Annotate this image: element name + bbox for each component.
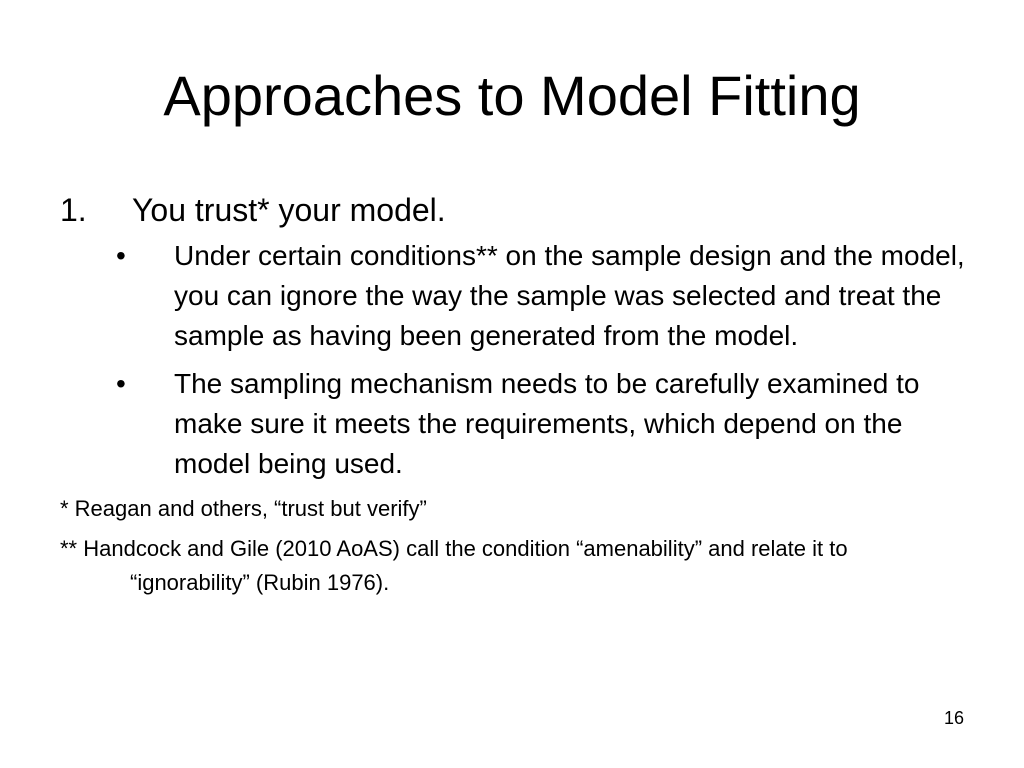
bullet-text: Under certain conditions** on the sample design and the model, you can ignore the way the sample was selected and treat the sample as having been generated from the model. (174, 240, 965, 351)
footnote-1: * Reagan and others, “trust but verify” (60, 496, 427, 521)
slide-body (60, 190, 970, 602)
bullet-item-2 (60, 364, 970, 484)
bullet-item-1 (60, 236, 970, 356)
bullet-text: The sampling mechanism needs to be carefully examined to make sure it meets the requirements, which depend on the model being used. (174, 368, 920, 479)
numbered-item-1 (60, 190, 970, 230)
slide-title: Approaches to Model Fitting (163, 64, 861, 127)
bullet-icon: • (116, 368, 126, 399)
footnote-2: ** Handcock and Gile (2010 AoAS) call the condition “amenability” and relate it to “ignorability” (Rubin 1976). (60, 536, 848, 595)
item-number: 1. (60, 192, 87, 228)
item-text: You trust* your model. (132, 192, 446, 228)
page-number: 16 (943, 708, 964, 728)
bullet-icon: • (116, 240, 126, 271)
